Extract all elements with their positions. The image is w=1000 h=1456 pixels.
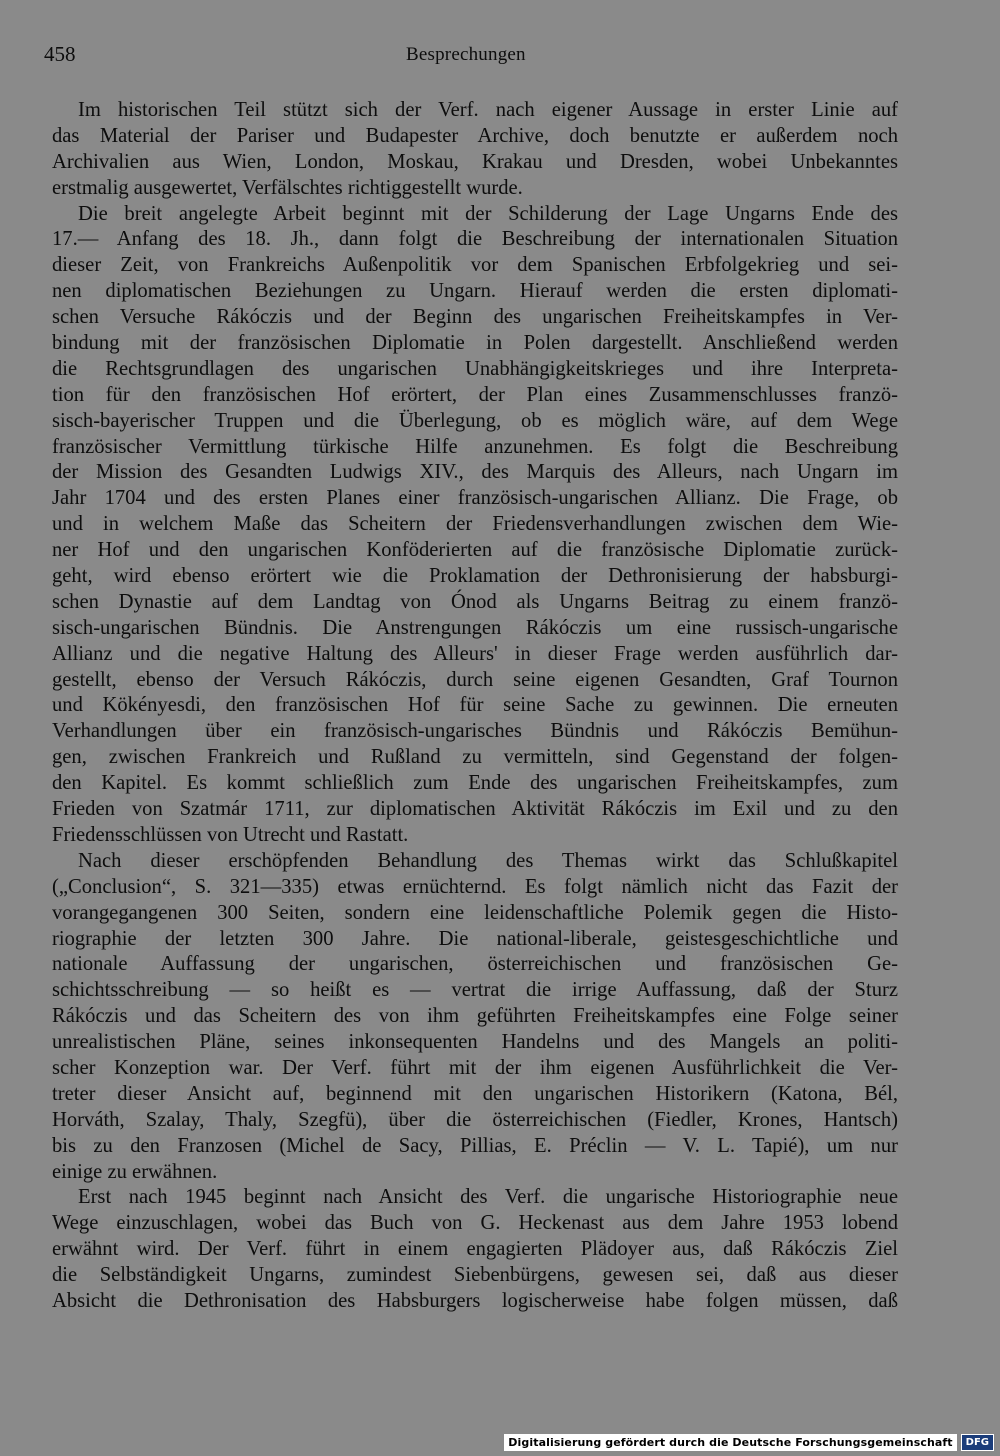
paragraph <box>52 1185 898 1314</box>
text-line: erstmalig ausgewertet, Verfälschtes richtiggestellt wurde. <box>52 176 523 199</box>
text-line: Frieden von Szatmár 1711, zur diplomatischen Aktivität Rákóczis im Exil und zu den <box>52 798 898 821</box>
text-line: tion für den französischen Hof erörtert, der Plan eines Zusammenschlusses franzö- <box>52 383 898 406</box>
text-line: sisch-ungarischen Bündnis. Die Anstrengungen Rákóczis um eine russisch-ungarische <box>52 616 898 639</box>
text-line: Absicht die Dethronisation des Habsburgers logischerweise habe folgen müssen, daß <box>52 1289 898 1312</box>
text-line: gen, zwischen Frankreich und Rußland zu vermitteln, sind Gegenstand der folgen- <box>52 746 898 769</box>
text-line: Allianz und die negative Haltung des Alleurs' in dieser Frage werden ausführlich dar- <box>52 642 898 665</box>
text-line: („Conclusion“, S. 321—335) etwas ernüchternd. Es folgt nämlich nicht das Fazit der <box>52 875 898 898</box>
text-line: treter dieser Ansicht auf, beginnend mit den ungarischen Historikern (Katona, Bél, <box>52 1082 898 1105</box>
paragraph <box>52 849 898 1186</box>
text-line: einige zu erwähnen. <box>52 1160 218 1183</box>
text-line: und Kökényesdi, den französischen Hof für seine Sache zu gewinnen. Die erneuten <box>52 694 898 717</box>
text-line: Die breit angelegte Arbeit beginnt mit der Schilderung der Lage Ungarns Ende des <box>78 202 898 225</box>
text-line: das Material der Pariser und Budapester Archive, doch benutzte er außerdem noch <box>52 124 898 147</box>
text-line: Wege einzuschlagen, wobei das Buch von G. Heckenast aus dem Jahre 1953 lobend <box>52 1212 898 1235</box>
text-line: unrealistischen Pläne, seines inkonsequenten Handelns und des Mangels an politi- <box>52 1031 898 1054</box>
page-number: 458 <box>44 42 76 66</box>
paragraph <box>52 98 898 202</box>
text-line: Erst nach 1945 beginnt nach Ansicht des Verf. die ungarische Historiographie neue <box>78 1186 898 1209</box>
text-line: Archivalien aus Wien, London, Moskau, Krakau und Dresden, wobei Unbekanntes <box>52 150 898 173</box>
paragraph <box>52 202 898 849</box>
text-line: schen Dynastie auf dem Landtag von Ónod als Ungarns Beitrag zu einem franzö- <box>52 590 898 613</box>
text-line: bindung mit der französischen Diplomatie in Polen dargestellt. Anschließend werden <box>52 332 898 355</box>
page-header <box>44 42 900 72</box>
dfg-logo: DFG <box>961 1434 994 1451</box>
text-line: die Selbständigkeit Ungarns, zumindest Siebenbürgens, gewesen sei, daß aus dieser <box>52 1264 898 1287</box>
text-line: schen Versuche Rákóczis und der Beginn des ungarischen Freiheitskampfes in Ver- <box>52 306 898 329</box>
text-line: riographie der letzten 300 Jahre. Die national-liberale, geistesgeschichtliche und <box>52 927 898 950</box>
text-line: geht, wird ebenso erörtert wie die Proklamation der Dethronisierung der habsburgi- <box>52 565 898 588</box>
text-line: dieser Zeit, von Frankreichs Außenpolitik vor dem Spanischen Erbfolgekrieg und sei- <box>52 254 898 277</box>
text-line: Jahr 1704 und des ersten Planes einer französisch-ungarischen Allianz. Die Frage, ob <box>52 487 898 510</box>
text-line: ner Hof und den ungarischen Konföderierten auf die französische Diplomatie zurück- <box>52 539 898 562</box>
text-line: Friedensschlüssen von Utrecht und Rastatt. <box>52 823 409 846</box>
text-line: nationale Auffassung der ungarischen, österreichischen und französischen Ge- <box>52 953 898 976</box>
text-line: den Kapitel. Es kommt schließlich zum Ende des ungarischen Freiheitskampfes, zum <box>52 772 898 795</box>
text-line: erwähnt wird. Der Verf. führt in einem engagierten Plädoyer aus, daß Rákóczis Ziel <box>52 1238 898 1261</box>
text-line: Rákóczis und das Scheitern des von ihm geführten Freiheitskampfes eine Folge seiner <box>52 1005 898 1028</box>
text-line: vorangegangenen 300 Seiten, sondern eine leidenschaftliche Polemik gegen die Histo- <box>52 901 898 924</box>
text-line: Im historischen Teil stützt sich der Verf. nach eigener Aussage in erster Linie auf <box>78 99 898 121</box>
text-line: und in welchem Maße das Scheitern der Friedensverhandlungen zwischen dem Wie- <box>52 513 898 536</box>
running-head: Besprechungen <box>406 44 526 65</box>
text-line: sisch-bayerischer Truppen und die Überlegung, ob es möglich wäre, auf dem Wege <box>52 409 898 432</box>
text-line: nen diplomatischen Beziehungen zu Ungarn. Hierauf werden die ersten diplomati- <box>52 280 898 303</box>
text-line: 17.— Anfang des 18. Jh., dann folgt die Beschreibung der internationalen Situation <box>52 228 898 251</box>
text-line: Horváth, Szalay, Thaly, Szegfü), über die österreichischen (Fiedler, Krones, Hantsch) <box>52 1108 898 1131</box>
text-line: Nach dieser erschöpfenden Behandlung des Themas wirkt das Schlußkapitel <box>78 849 898 872</box>
text-line: Verhandlungen über ein französisch-ungarisches Bündnis und Rákóczis Bemühun- <box>52 720 898 743</box>
body-text <box>52 98 898 1315</box>
text-line: der Mission des Gesandten Ludwigs XIV., des Marquis des Alleurs, nach Ungarn im <box>52 461 898 484</box>
text-line: schichtsschreibung — so heißt es — vertrat die irrige Auffassung, daß der Sturz <box>52 979 898 1002</box>
text-line: gestellt, ebenso der Versuch Rákóczis, durch seine eigenen Gesandten, Graf Tournon <box>52 668 898 691</box>
digitization-credit <box>504 1432 994 1452</box>
text-line: scher Konzeption war. Der Verf. führt mit der ihm eigenen Ausführlichkeit die Ver- <box>52 1056 898 1079</box>
credit-text: Digitalisierung gefördert durch die Deutsche Forschungsgemeinschaft <box>504 1434 956 1451</box>
text-line: die Rechtsgrundlagen des ungarischen Unabhängigkeitskrieges und ihre Interpreta- <box>52 357 898 380</box>
text-line: bis zu den Franzosen (Michel de Sacy, Pillias, E. Préclin — V. L. Tapié), um nur <box>52 1134 898 1157</box>
text-line: französischer Vermittlung türkische Hilfe anzunehmen. Es folgt die Beschreibung <box>52 435 898 458</box>
